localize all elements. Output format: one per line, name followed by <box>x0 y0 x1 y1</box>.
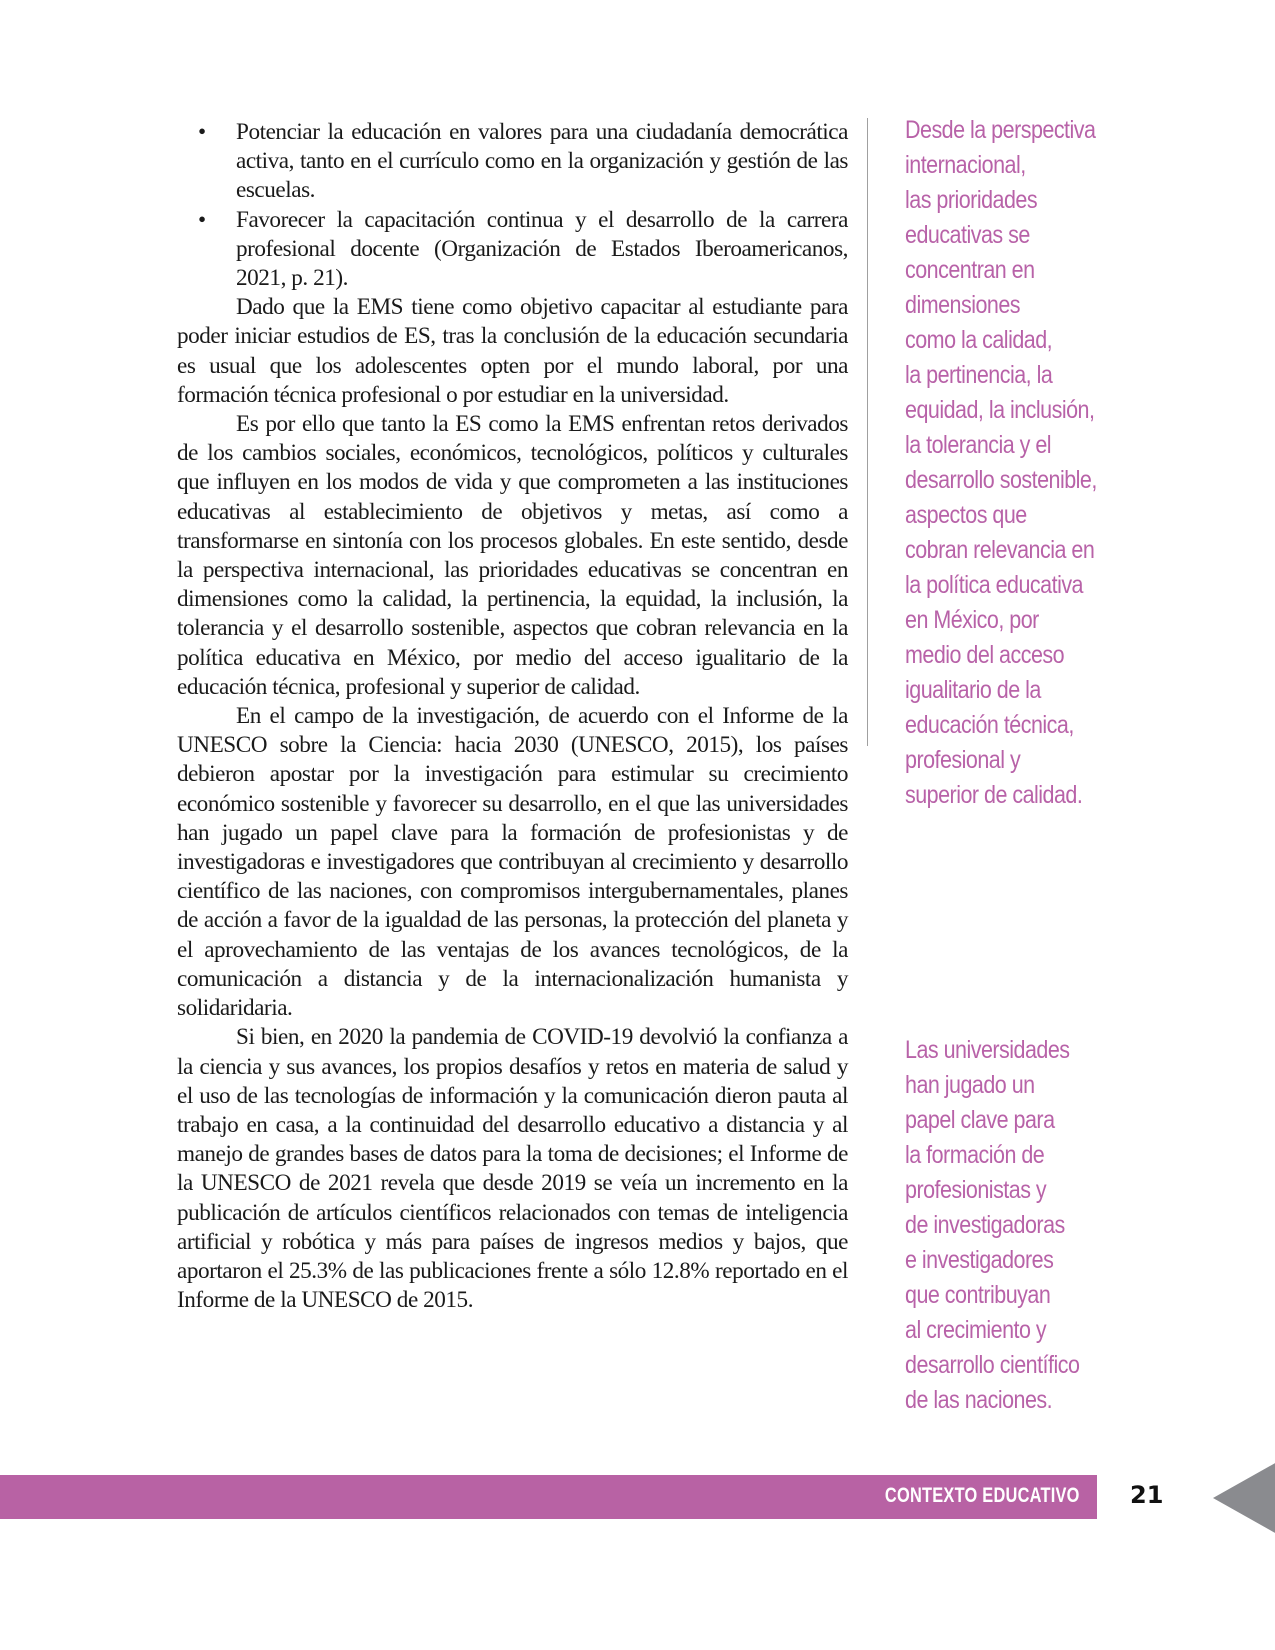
pull-quote-line: igualitario de la <box>905 676 1041 704</box>
left-triangle-icon <box>1213 1462 1275 1534</box>
pull-quote-line: la tolerancia y el <box>905 431 1052 459</box>
pull-quote-line: profesionistas y <box>905 1176 1047 1204</box>
pull-quote-line: la pertinencia, la <box>905 361 1053 389</box>
pull-quote-line: cobran relevancia en <box>905 536 1095 564</box>
pull-quote-line: profesional y <box>905 746 1021 774</box>
pull-quote-line: al crecimiento y <box>905 1316 1047 1344</box>
bullet-icon: • <box>198 119 206 145</box>
pull-quote-line: Desde la perspectiva <box>905 116 1096 144</box>
bullet-item <box>177 206 848 294</box>
pull-quote-line: la formación de <box>905 1141 1045 1169</box>
pull-quote-line: educación técnica, <box>905 711 1074 739</box>
bullet-item <box>177 118 848 206</box>
pull-quote-line: han jugado un <box>905 1071 1035 1099</box>
pull-quote-2 <box>905 1033 1094 1418</box>
pull-quote-line: que contribuyan <box>905 1281 1051 1309</box>
pull-quote-line: aspectos que <box>905 501 1027 529</box>
pull-quote-line: educativas se <box>905 221 1030 249</box>
pull-quote-line: de investigadoras <box>905 1211 1065 1239</box>
bullet-text: Potenciar la educación en valores para una ciudadanía democrática activa, tanto en el currículo como en la organización y gestión de las escuelas. <box>236 119 848 204</box>
bullet-text: Favorecer la capacitación continua y el desarrollo de la carrera profesional docente (Organización de Estados Iberoamericanos, 2021, p. 21). <box>236 206 848 292</box>
footer-bar <box>0 1475 1097 1519</box>
pull-quote-1 <box>905 113 1097 813</box>
page-number: 21 <box>1130 1481 1164 1509</box>
section-label: CONTEXTO EDUCATIVO <box>885 1484 1080 1507</box>
pull-quote-line: en México, por <box>905 606 1039 634</box>
pull-quote-line: e investigadores <box>905 1246 1054 1274</box>
pull-quote-line: medio del acceso <box>905 641 1065 669</box>
pull-quote-line: de las naciones. <box>905 1386 1053 1414</box>
pull-quote-line: la política educativa <box>905 571 1084 599</box>
pull-quote-line: papel clave para <box>905 1106 1055 1134</box>
pull-quote-line: internacional, <box>905 151 1026 179</box>
pull-quote-line: concentran en <box>905 256 1035 284</box>
paragraph: Es por ello que tanto la ES como la EMS enfrentan retos derivados de los cambios sociales, económicos, tecnológicos, políticos y culturales que influyen en los modos de vida y que comprometen a las instituciones educativas al establecimiento de objetivos y metas, así como a transformarse en sintonía con los procesos globales. En este sentido, desde la perspectiva internacional, las prioridades educativas se concentran en dimensiones como la calidad, la pertinencia, la equidad, la inclusión, la tolerancia y el desarrollo sostenible, aspectos que cobran relevancia en la política educativa en México, por medio del acceso igualitario de la educación técnica, profesional y superior de calidad. <box>177 411 848 700</box>
paragraph: Si bien, en 2020 la pandemia de COVID-19 devolvió la confianza a la ciencia y sus avances, los propios desafíos y retos en materia de salud y el uso de las tecnologías de información y la comunicación dieron pauta al trabajo en casa, a la continuidad del desarrollo educativo a distancia y al manejo de grandes bases de datos para la toma de decisiones; el Informe de la UNESCO de 2021 revela que desde 2019 se veía un incremento en la publicación de artículos científicos relacionados con temas de inteligencia artificial y robótica y más para países de ingresos medios y bajos, que aportaron el 25.3% de las publicaciones frente a sólo 12.8% reportado en el Informe de la UNESCO de 2015. <box>177 1024 848 1314</box>
pull-quote-line: superior de calidad. <box>905 781 1083 809</box>
pull-quote-line: equidad, la inclusión, <box>905 396 1095 424</box>
pull-quote-line: dimensiones <box>905 291 1021 319</box>
pull-quote-line: las prioridades <box>905 186 1038 214</box>
pull-quote-line: Las universidades <box>905 1036 1070 1064</box>
pull-quote-line: como la calidad, <box>905 326 1053 354</box>
body-text <box>177 118 848 1315</box>
column-divider <box>867 118 868 746</box>
pull-quote-line: desarrollo sostenible, <box>905 466 1097 494</box>
paragraph: Dado que la EMS tiene como objetivo capacitar al estudiante para poder iniciar estudios de ES, tras la conclusión de la educación secundaria es usual que los adolescentes opten por el mundo laboral, por una formación técnica profesional o por estudiar en la universidad. <box>177 294 848 408</box>
bullet-list <box>177 118 848 293</box>
paragraph: En el campo de la investigación, de acuerdo con el Informe de la UNESCO sobre la Ciencia: hacia 2030 (UNESCO, 2015), los países debieron apostar por la investigación para estimular su crecimiento económico sostenible y favorecer su desarrollo, en el que las universidades han jugado un papel clave para la formación de profesionistas y de investigadoras e investigadores que contribuyan al crecimiento y desarrollo científico de las naciones, con compromisos intergubernamentales, planes de acción a favor de la igualdad de las personas, la protección del planeta y el aprovechamiento de las ventajas de los avances tecnológicos, de la comunicación a distancia y de la internacionalización humanista y solidaridaria. <box>177 703 848 1022</box>
pull-quote-line: desarrollo científico <box>905 1351 1080 1379</box>
bullet-icon: • <box>198 206 206 233</box>
